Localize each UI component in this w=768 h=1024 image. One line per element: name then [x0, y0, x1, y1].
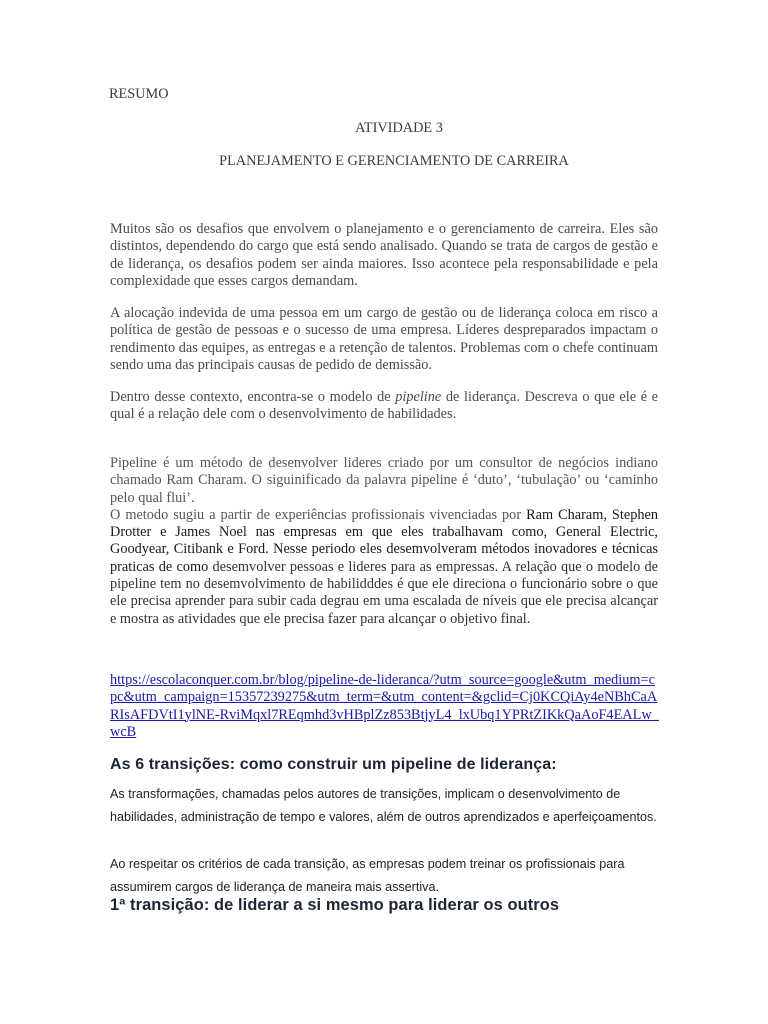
paragraph-criteria: Ao respeitar os critérios de cada transição, as empresas podem treinar os profissionais para assumirem cargos de liderança de maneira mais assertiva.: [110, 857, 625, 895]
activity-title: ATIVIDADE 3: [355, 120, 443, 136]
answer-definition: Pipeline é um método de desenvolver lideres criado por um consultor de negócios indiano chamado Ram Charam. O siguinificado da palavra pipeline é ‘duto’, ‘tubulação’ ou ‘caminho pelo qual flui’.: [110, 455, 658, 506]
paragraph-challenges: Muitos são os desafios que envolvem o planejamento e o gerenciamento de carreira. Eles são distintos, dependendo do cargo que está sendo analisado. Quando se trata de cargos de gestão e de liderança, os desafios podem ser ainda maiores. Isso acontece pela responsabilidade e pela complexidade que esses cargos demandam.: [110, 221, 658, 289]
question-text-start: Dentro desse contexto, encontra-se o modelo de: [110, 389, 396, 405]
paragraph-question: [110, 389, 658, 424]
source-link[interactable]: https://escolaconquer.com.br/blog/pipeline-de-lideranca/?utm_source=google&utm_medium=cpc&utm_campaign=15357239275&utm_term=&utm_content=&gclid=Cj0KCQiAy4eNBhCaARIsAFDVtI1ylNE-RviMqxl7REqmhd3vHBplZz853BtjyL4_lxUbq1YPRtZIKkQaAoF4EALw_wcB: [110, 672, 659, 740]
heading-first-transition: 1ª transição: de liderar a si mesmo para liderar os outros: [110, 896, 560, 914]
answer-authors: Ram Charam, Stephen Drotter e James Noel nas empresas em que eles trabalhavam como, General Electric, Goodyear, Citibank e Ford. Nesse periodo eles desemvolveram métodos inovadores e técnicas praticas de como: [110, 506, 658, 575]
paragraph-answer: [110, 455, 658, 628]
question-text-end: de liderança. Descreva o que ele é e qual é a relação dele com o desenvolvimento de habilidades.: [110, 389, 659, 423]
answer-relation: desemvolver pessoas e lideres para as empressas. A relação que o modelo de pipeline tem no desemvolvimento de habilidddes é que ele direciona o funcionário sobre o que ele precisa aprender para subir cada degrau em uma escalada de níveis que ele precisa alcançar e mostra as atividades que ele precisa fazer para alcançar o objetivo final.: [110, 558, 658, 627]
paragraph-misallocation: A alocação indevida de uma pessoa em um cargo de gestão ou de liderança coloca em risco a política de gestão de pessoas e o sucesso de uma empresa. Líderes despreparados impactam o rendimento das equipes, as entregas e a retenção de talentos. Problemas com o chefe continuam sendo uma das principais causas de pedido de demissão.: [110, 305, 658, 373]
document-subtitle: PLANEJAMENTO E GERENCIAMENTO DE CARREIRA: [219, 153, 569, 169]
heading-six-transitions: As 6 transições: como construir um pipeline de liderança:: [110, 756, 557, 773]
answer-origin: O metodo sugiu a partir de experiências profissionais vivenciadas por: [110, 506, 527, 523]
paragraph-transformations: As transformações, chamadas pelos autores de transições, implicam o desenvolvimento de habilidades, administração de tempo e valores, além de outros aprendizados e aperfeiçoamentos.: [110, 787, 657, 825]
question-pipeline-italic: pipeline: [395, 389, 442, 405]
resumo-label: RESUMO: [109, 86, 169, 102]
